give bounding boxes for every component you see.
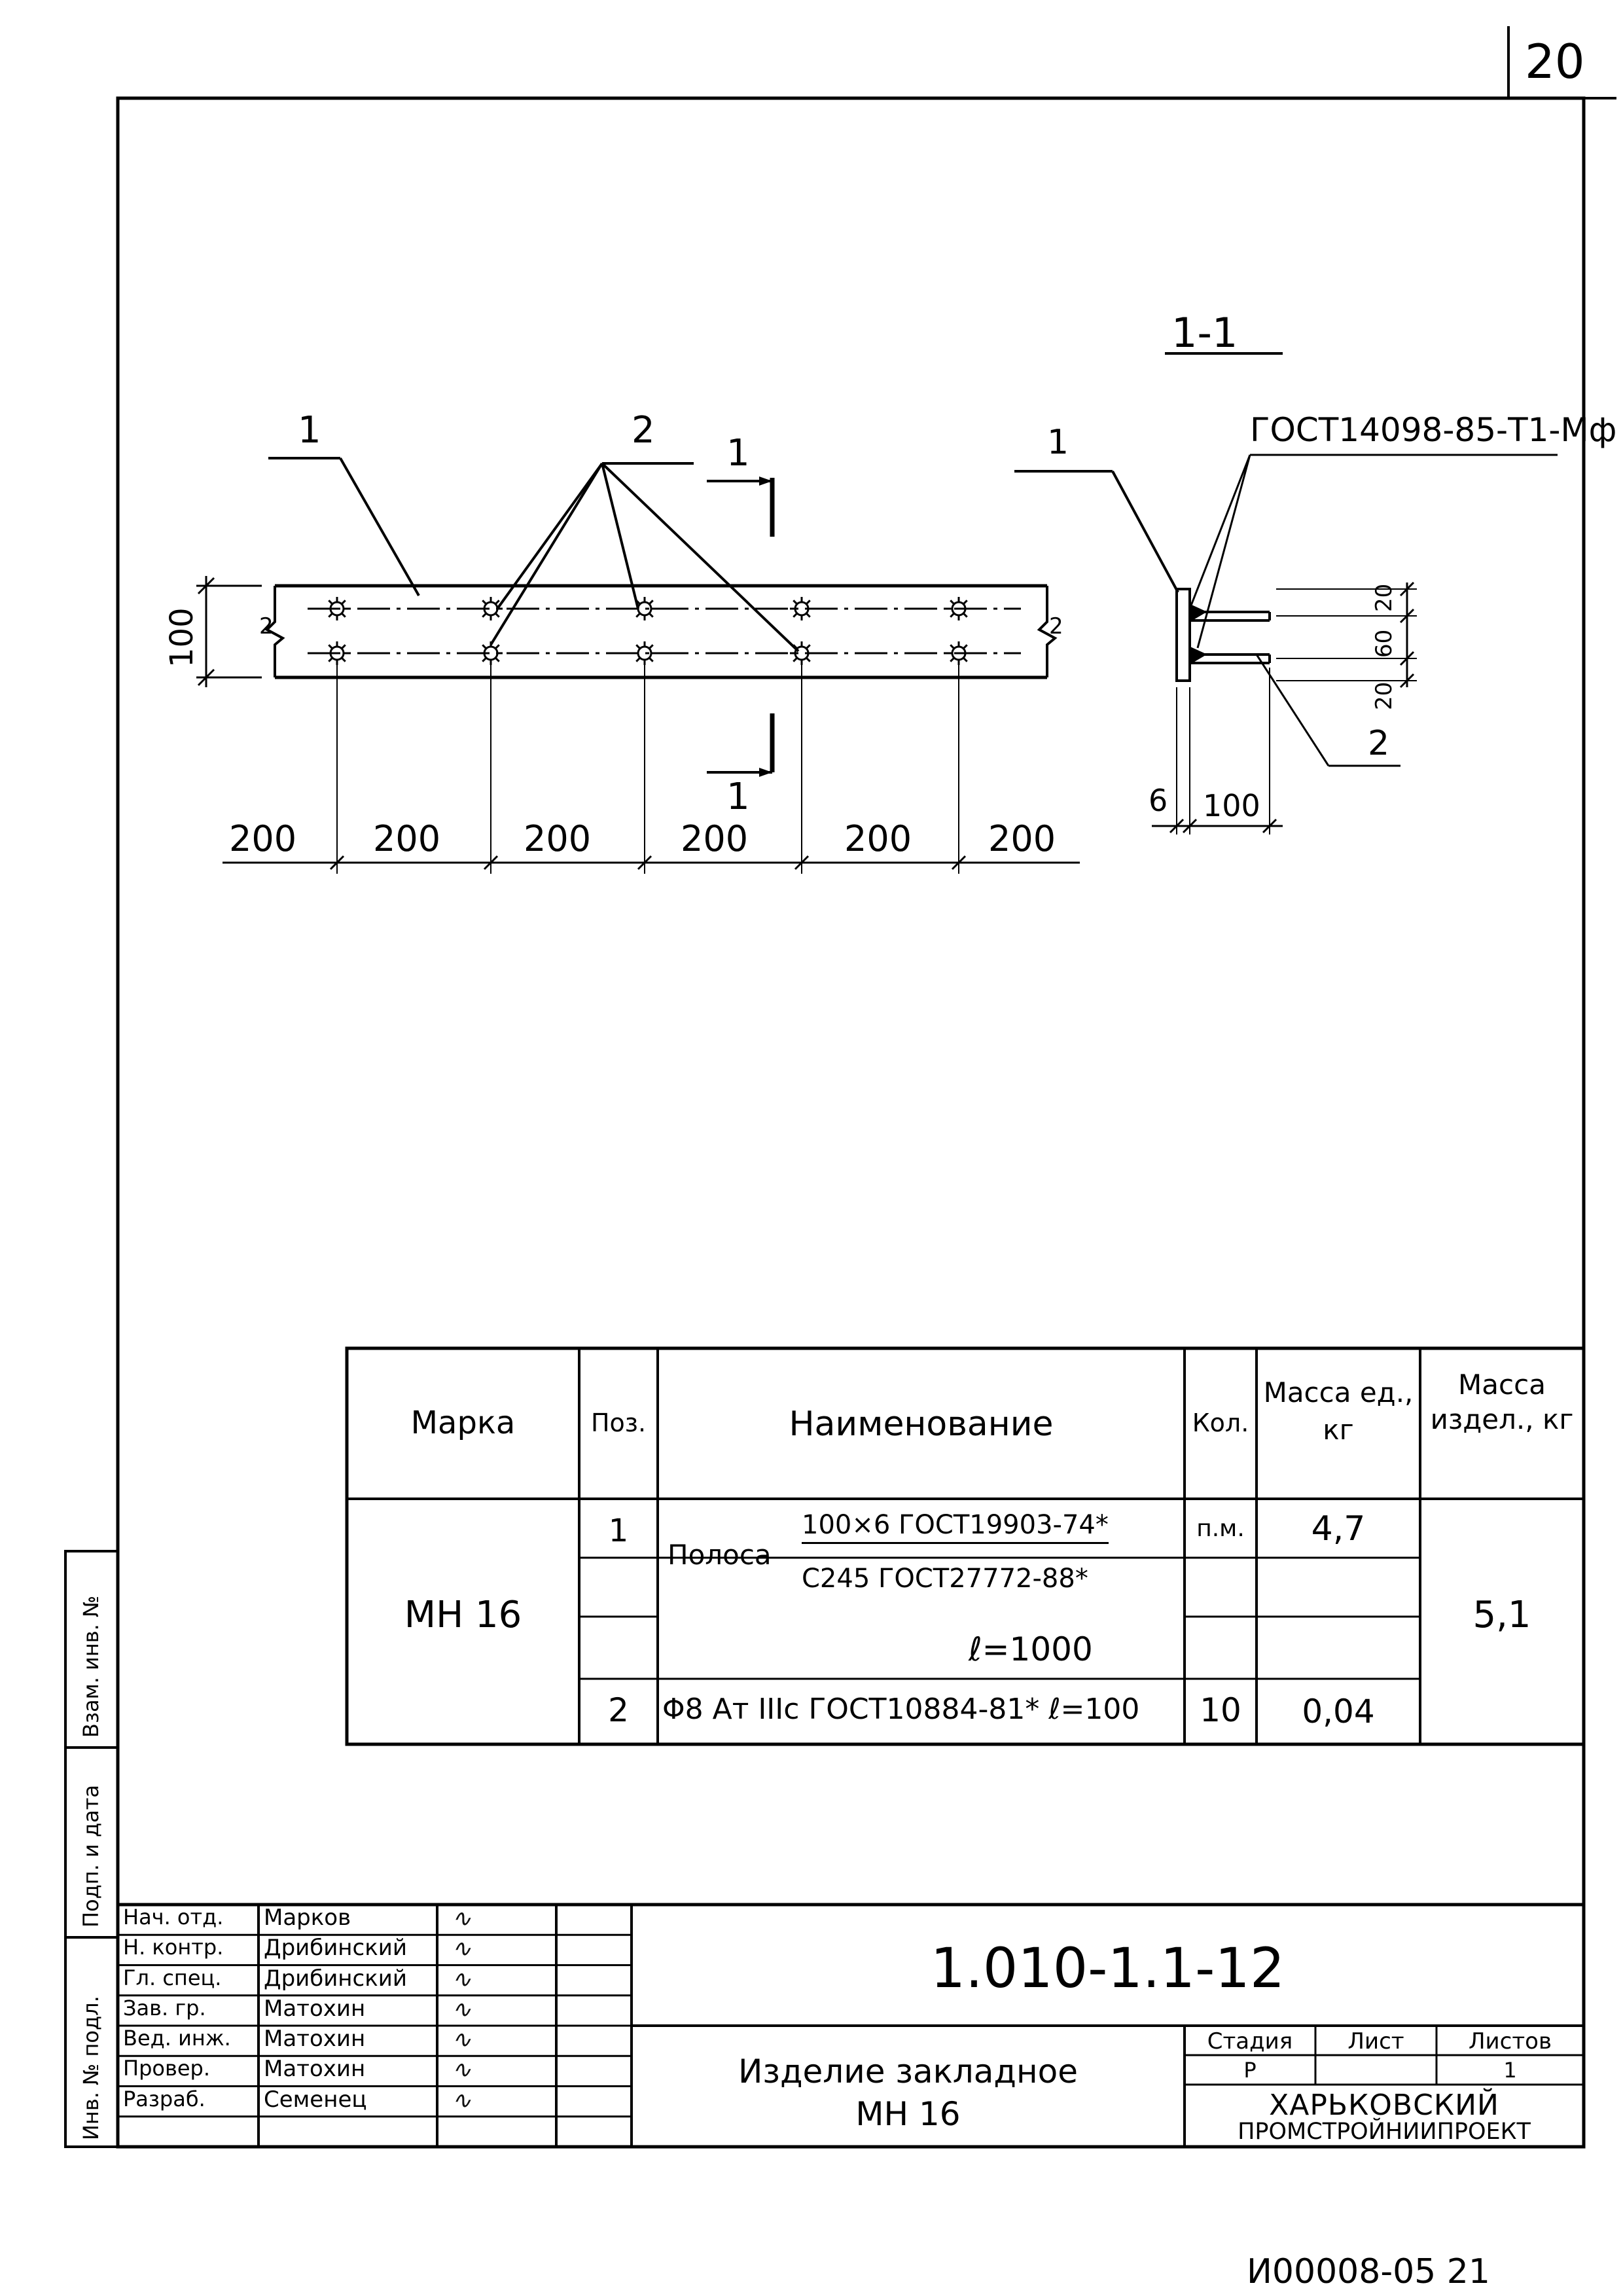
stud-symbol bbox=[479, 597, 503, 620]
signature-mark: ∿ bbox=[452, 2056, 472, 2084]
section-mark-top: 1 bbox=[726, 432, 750, 475]
plan-leader-2: 2 bbox=[632, 409, 655, 452]
sheet-frame bbox=[118, 98, 1584, 2147]
header-pos: Поз. bbox=[590, 1408, 647, 1437]
row2-pos: 2 bbox=[608, 1691, 629, 1729]
signature-mark: ∿ bbox=[452, 1996, 472, 2023]
header-mass-item: Масса издел., кг bbox=[1430, 1369, 1574, 1435]
staff-role: Разраб. bbox=[123, 2086, 205, 2111]
header-mass-unit: Масса ед., кг bbox=[1263, 1376, 1414, 1446]
section-title: 1-1 bbox=[1171, 309, 1238, 357]
spacing-dim: 200 bbox=[373, 818, 441, 859]
row1-name-top: 100×6 ГОСТ19903-74* bbox=[802, 1512, 1109, 1544]
staff-name: Дрибинский bbox=[264, 1965, 407, 1992]
mark-value: МН 16 bbox=[404, 1594, 522, 1636]
signature-mark: ∿ bbox=[452, 1965, 472, 1993]
mass-item-value: 5,1 bbox=[1472, 1594, 1531, 1636]
footer-code: И00008-05 21 bbox=[1247, 2252, 1490, 2291]
row2-mass-unit: 0,04 bbox=[1302, 1693, 1375, 1731]
row2-name: Φ8 Ат IIIс ГОСТ10884-81* ℓ=100 bbox=[662, 1693, 1140, 1726]
section-dim-length: 100 bbox=[1203, 788, 1260, 823]
staff-role: Нач. отд. bbox=[123, 1905, 224, 1929]
spacing-dim: 200 bbox=[988, 818, 1056, 859]
doc-title-line1: Изделие закладное bbox=[738, 2053, 1079, 2090]
section-dim-thickness: 6 bbox=[1149, 783, 1168, 818]
row1-length: ℓ=1000 bbox=[969, 1630, 1093, 1668]
staff-role: Провер. bbox=[123, 2056, 210, 2081]
section-dim-top: 20 bbox=[1371, 583, 1397, 612]
sheets-value: 1 bbox=[1503, 2058, 1517, 2083]
doc-number: 1.010-1.1-12 bbox=[930, 1936, 1285, 2000]
spacing-dim: 200 bbox=[681, 818, 749, 859]
staff-name: Марков bbox=[264, 1905, 351, 1931]
stage-value: Р bbox=[1243, 2058, 1257, 2083]
plan-break-mark-left: 2 bbox=[259, 613, 274, 639]
row1-name-bottom: С245 ГОСТ27772-88* bbox=[802, 1564, 1088, 1594]
stage-header: Стадия bbox=[1207, 2028, 1293, 2054]
header-mark: Марка bbox=[410, 1405, 516, 1441]
sheet-header: Лист bbox=[1347, 2028, 1404, 2054]
row1-qty: п.м. bbox=[1196, 1515, 1245, 1542]
section-mark-bottom: 1 bbox=[726, 776, 750, 818]
signature-mark: ∿ bbox=[452, 2087, 472, 2114]
stud-symbol bbox=[790, 597, 813, 620]
stamp-sign-date: Подп. и дата bbox=[79, 1785, 103, 1928]
signature-mark: ∿ bbox=[452, 1905, 472, 1932]
header-qty: Кол. bbox=[1192, 1408, 1249, 1437]
staff-name: Матохин bbox=[264, 1995, 366, 2022]
row1-name-main: Полоса bbox=[668, 1539, 772, 1571]
stamp-orig-inv: Инв. № подл. bbox=[79, 1996, 103, 2140]
section-leader-2: 2 bbox=[1368, 724, 1390, 763]
staff-role: Н. контр. bbox=[123, 1935, 224, 1960]
staff-name: Семенец bbox=[264, 2086, 367, 2113]
plan-height-dim: 100 bbox=[164, 607, 200, 668]
plan-view-lines bbox=[196, 458, 1080, 874]
org-name-line1: ХАРЬКОВСКИЙ bbox=[1269, 2089, 1499, 2122]
spacing-dim: 200 bbox=[524, 818, 592, 859]
header-name: Наименование bbox=[789, 1405, 1054, 1444]
section-leader-1: 1 bbox=[1047, 423, 1069, 462]
row1-pos: 1 bbox=[608, 1513, 629, 1549]
signature-mark: ∿ bbox=[452, 1935, 472, 1963]
staff-role: Гл. спец. bbox=[123, 1965, 222, 1990]
weld-note: ГОСТ14098-85-Т1-Мф bbox=[1250, 411, 1617, 449]
doc-title-line2: МН 16 bbox=[855, 2095, 961, 2133]
plan-break-mark-right: 2 bbox=[1049, 613, 1063, 639]
spacing-dim: 200 bbox=[844, 818, 912, 859]
staff-role: Зав. гр. bbox=[123, 1995, 206, 2020]
row2-qty: 10 bbox=[1200, 1691, 1241, 1729]
plan-leader-1: 1 bbox=[298, 409, 321, 452]
row1-mass-unit: 4,7 bbox=[1311, 1509, 1366, 1549]
section-dim-mid: 60 bbox=[1371, 629, 1397, 658]
sheets-header: Листов bbox=[1468, 2028, 1552, 2054]
staff-role: Вед. инж. bbox=[123, 2026, 231, 2051]
staff-name: Матохин bbox=[264, 2026, 366, 2052]
stamp-replace-inv: Взам. инв. № bbox=[79, 1595, 103, 1738]
page-number: 20 bbox=[1525, 34, 1585, 89]
section-dim-bottom: 20 bbox=[1371, 681, 1397, 710]
signature-mark: ∿ bbox=[452, 2026, 472, 2053]
org-name-line2: ПРОМСТРОЙНИИПРОЕКТ bbox=[1238, 2119, 1531, 2145]
staff-name: Матохин bbox=[264, 2056, 366, 2083]
spacing-dim: 200 bbox=[229, 818, 297, 859]
staff-name: Дрибинский bbox=[264, 1935, 407, 1962]
